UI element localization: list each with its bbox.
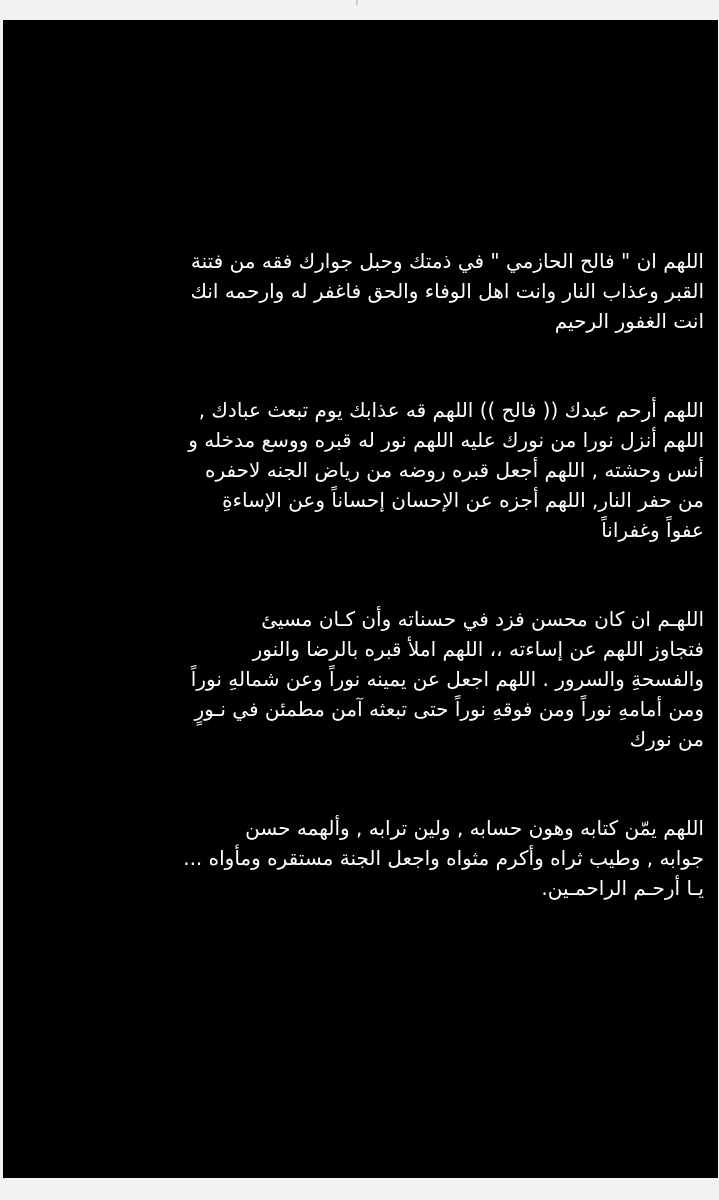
- text-line: فتجاوز اللهم عن إساءته ،، اللهم املأ قبره بالرضا والنور: [252, 637, 704, 661]
- text-line: اللهـم ان كان محسن فزد في حسناته وأن كـان مسيئ: [261, 607, 704, 631]
- text-line: ومن أمامهِ نوراً ومن فوقهِ نوراً حتى تبعثه آمن مطمئن في نـورٍ: [194, 697, 704, 721]
- text-line: من نورك: [629, 727, 704, 751]
- text-line: أنس وحشته , اللهم أجعل قبره روضه من رياض الجنه لاحفره: [205, 458, 704, 482]
- text-line: من حفر النار, اللهم أجزه عن الإحسان إحساناً وعن الإساءةِ: [222, 488, 704, 512]
- story-panel: [3, 20, 718, 1178]
- text-line: اللهم أرحم عبدك (( فالح )) اللهم قه عذابك يوم تبعث عبادك ,: [198, 398, 704, 422]
- text-line: عفواً وغفراناً: [601, 518, 704, 542]
- text-line: والفسحةِ والسرور . اللهم اجعل عن يمينه نوراً وعن شمالهِ نوراً: [190, 667, 704, 691]
- text-line: اللهم يمّن كتابه وهون حسابه , ولين ترابه , وألهمه حسن: [245, 816, 704, 840]
- paragraph-4: [21, 813, 704, 903]
- text-line: يـا أرحـم الراحمـين.: [541, 876, 704, 900]
- text-line: انت الغفور الرحيم: [554, 309, 704, 333]
- paragraph-1: [21, 246, 704, 336]
- text-line: جوابه , وطيب ثراه وأكرم مثواه واجعل الجنة مستقره ومأواه ...: [183, 846, 704, 870]
- status-mark-icon: |: [356, 0, 359, 6]
- condolence-text: [21, 246, 704, 962]
- top-margin: [0, 0, 719, 20]
- text-line: اللهم أنزل نورا من نورك عليه اللهم نور له قبره ووسع مدخله و: [188, 428, 704, 452]
- text-line: القبر وعذاب النار وانت اهل الوفاء والحق فاغفر له وارحمه انك: [190, 279, 704, 303]
- text-line: اللهم ان " فالح الحازمي " في ذمتك وحبل جوارك فقه من فتنة: [190, 249, 704, 273]
- paragraph-3: [21, 604, 704, 754]
- paragraph-2: [21, 395, 704, 545]
- bottom-margin: [0, 1178, 719, 1200]
